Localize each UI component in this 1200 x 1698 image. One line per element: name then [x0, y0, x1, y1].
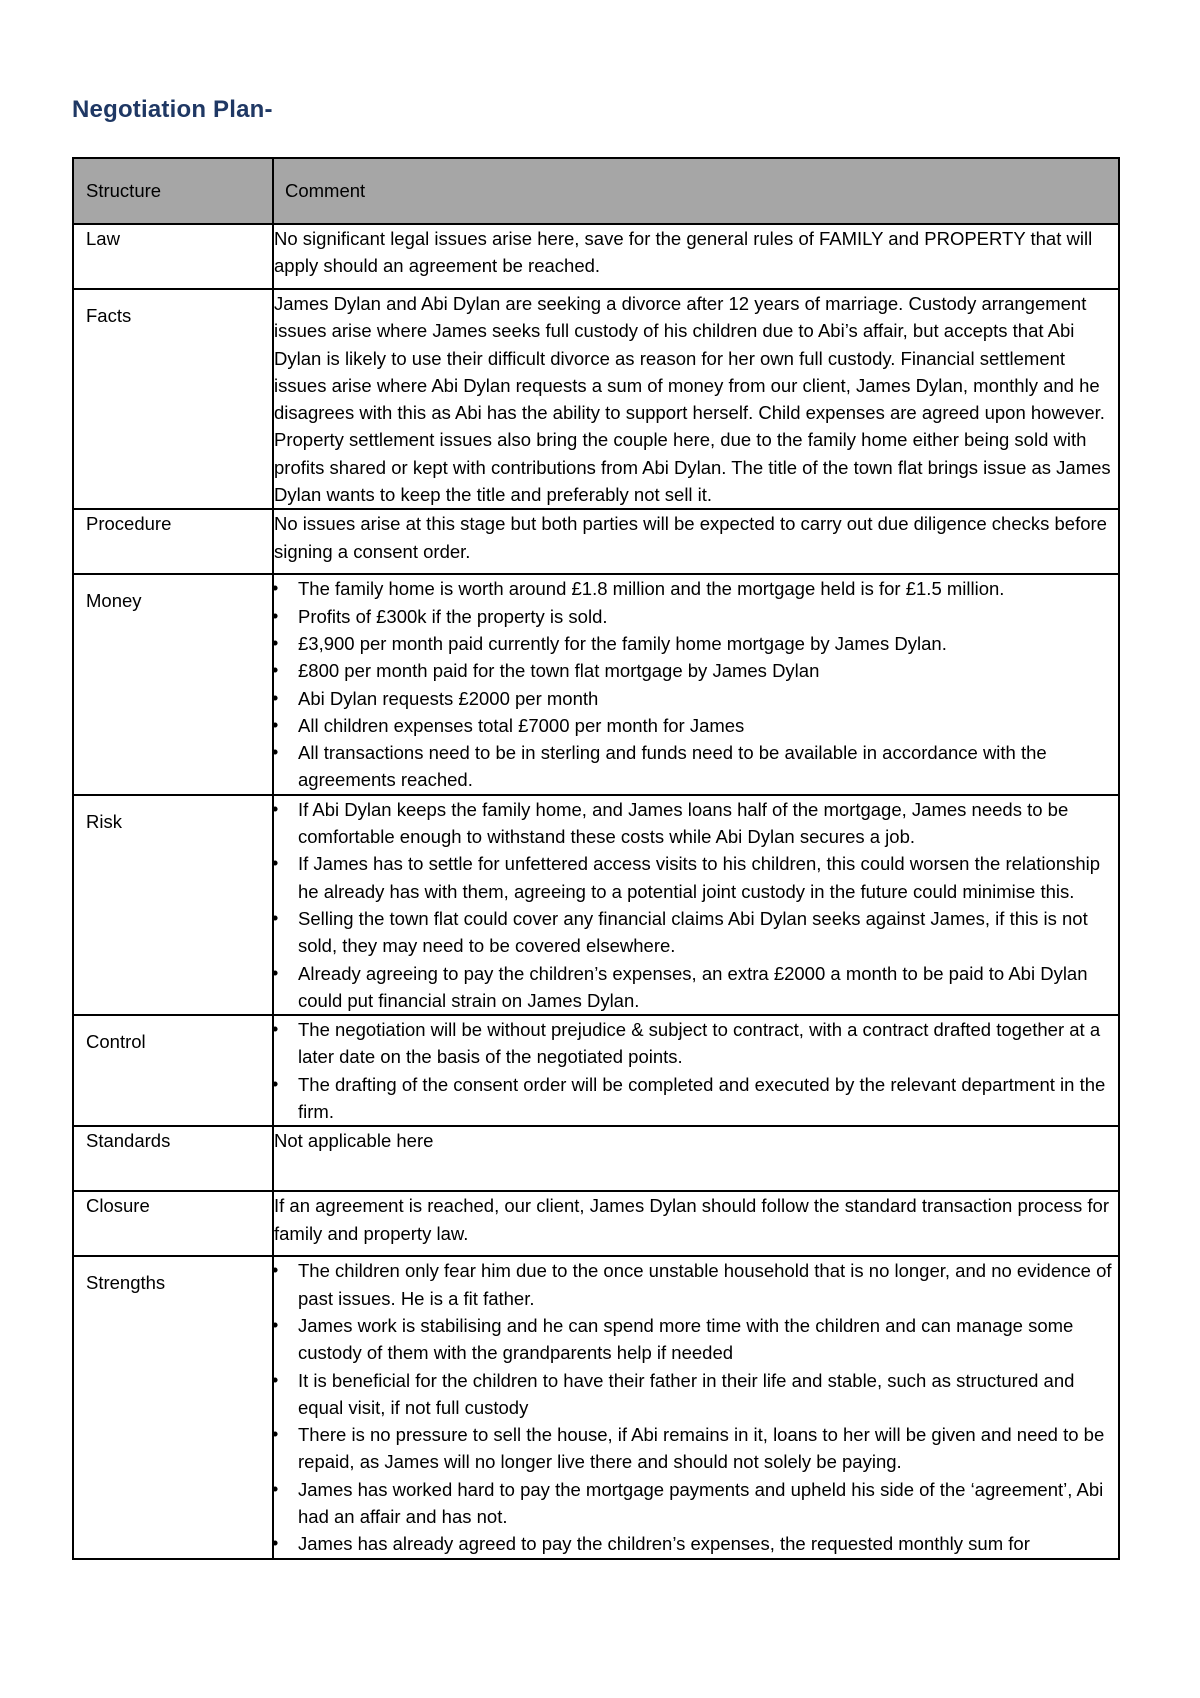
- bullet-list: [274, 796, 1118, 1014]
- row-label: Closure: [73, 1191, 273, 1256]
- list-item: • All children expenses total £7000 per month for James: [274, 712, 1118, 739]
- row-label: Facts: [73, 289, 273, 509]
- list-item: • James has worked hard to pay the mortgage payments and upheld his side of the ‘agreement’, Abi had an affair and has not.: [274, 1476, 1118, 1531]
- bullet-list: [274, 1257, 1118, 1557]
- row-comment: James Dylan and Abi Dylan are seeking a divorce after 12 years of marriage. Custody arrangement issues arise where James seeks full custody of his children due to Abi’s affair, but accepts that Abi Dylan is likely to use their difficult divorce as reason for her own full custody. Financial settlement issues arise where Abi Dylan requests a sum of money from our client, James Dylan, monthly and he disagrees with this as Abi has the ability to support herself. Child expenses are agreed upon however. Property settlement issues also bring the couple here, due to the family home either being sold with profits shared or kept with contributions from Abi Dylan. The title of the town flat brings issue as James Dylan wants to keep the title and preferably not sell it.: [273, 289, 1119, 509]
- row-comment: [273, 795, 1119, 1015]
- page-title: Negotiation Plan-: [72, 96, 273, 123]
- row-comment: [273, 1015, 1119, 1126]
- list-item: • The family home is worth around £1.8 million and the mortgage held is for £1.5 million.: [274, 575, 1118, 602]
- header-comment: Comment: [273, 158, 1119, 224]
- table-row-closure: [73, 1191, 1119, 1256]
- list-item: • There is no pressure to sell the house, if Abi remains in it, loans to her will be given and need to be repaid, as James will no longer live there and should not solely be paying.: [274, 1421, 1118, 1476]
- table-row-risk: [73, 795, 1119, 1015]
- table-row-standards: [73, 1126, 1119, 1191]
- row-comment: No significant legal issues arise here, save for the general rules of FAMILY and PROPERTY that will apply should an agreement be reached.: [273, 224, 1119, 289]
- row-comment: [273, 1256, 1119, 1558]
- list-item: • If James has to settle for unfettered access visits to his children, this could worsen the relationship he already has with them, agreeing to a potential joint custody in the future could minimise this.: [274, 850, 1118, 905]
- list-item: • All transactions need to be in sterling and funds need to be available in accordance with the agreements reached.: [274, 739, 1118, 794]
- list-item: • £800 per month paid for the town flat mortgage by James Dylan: [274, 657, 1118, 684]
- list-item: • Profits of £300k if the property is sold.: [274, 603, 1118, 630]
- bullet-list: [274, 575, 1118, 793]
- list-item: • If Abi Dylan keeps the family home, and James loans half of the mortgage, James needs to be comfortable enough to withstand these costs while Abi Dylan secures a job.: [274, 796, 1118, 851]
- table-row-strengths: [73, 1256, 1119, 1558]
- row-label: Money: [73, 574, 273, 794]
- table-header-row: [73, 158, 1119, 224]
- header-structure: Structure: [73, 158, 273, 224]
- list-item: • The negotiation will be without prejudice & subject to contract, with a contract drafted together at a later date on the basis of the negotiated points.: [274, 1016, 1118, 1071]
- list-item: • £3,900 per month paid currently for the family home mortgage by James Dylan.: [274, 630, 1118, 657]
- row-comment: No issues arise at this stage but both parties will be expected to carry out due diligence checks before signing a consent order.: [273, 509, 1119, 574]
- row-label: Procedure: [73, 509, 273, 574]
- table-row-money: [73, 574, 1119, 794]
- list-item: • The drafting of the consent order will be completed and executed by the relevant department in the firm.: [274, 1071, 1118, 1126]
- row-label: Law: [73, 224, 273, 289]
- row-label: Strengths: [73, 1256, 273, 1558]
- list-item: • Selling the town flat could cover any financial claims Abi Dylan seeks against James, if this is not sold, they may need to be covered elsewhere.: [274, 905, 1118, 960]
- row-comment: If an agreement is reached, our client, James Dylan should follow the standard transaction process for family and property law.: [273, 1191, 1119, 1256]
- list-item: • Already agreeing to pay the children’s expenses, an extra £2000 a month to be paid to Abi Dylan could put financial strain on James Dylan.: [274, 960, 1118, 1015]
- list-item: • James work is stabilising and he can spend more time with the children and can manage some custody of them with the grandparents help if needed: [274, 1312, 1118, 1367]
- negotiation-plan-table: [72, 157, 1120, 1560]
- list-item: • Abi Dylan requests £2000 per month: [274, 685, 1118, 712]
- row-comment: Not applicable here: [273, 1126, 1119, 1191]
- table-row-procedure: [73, 509, 1119, 574]
- list-item: • It is beneficial for the children to have their father in their life and stable, such as structured and equal visit, if not full custody: [274, 1367, 1118, 1422]
- bullet-list: [274, 1016, 1118, 1125]
- table-row-control: [73, 1015, 1119, 1126]
- list-item: • The children only fear him due to the once unstable household that is no longer, and no evidence of past issues. He is a fit father.: [274, 1257, 1118, 1312]
- row-label: Control: [73, 1015, 273, 1126]
- row-comment: [273, 574, 1119, 794]
- list-item: • James has already agreed to pay the children’s expenses, the requested monthly sum for: [274, 1530, 1118, 1557]
- row-label: Risk: [73, 795, 273, 1015]
- table-row-facts: [73, 289, 1119, 509]
- table-row-law: [73, 224, 1119, 289]
- row-label: Standards: [73, 1126, 273, 1191]
